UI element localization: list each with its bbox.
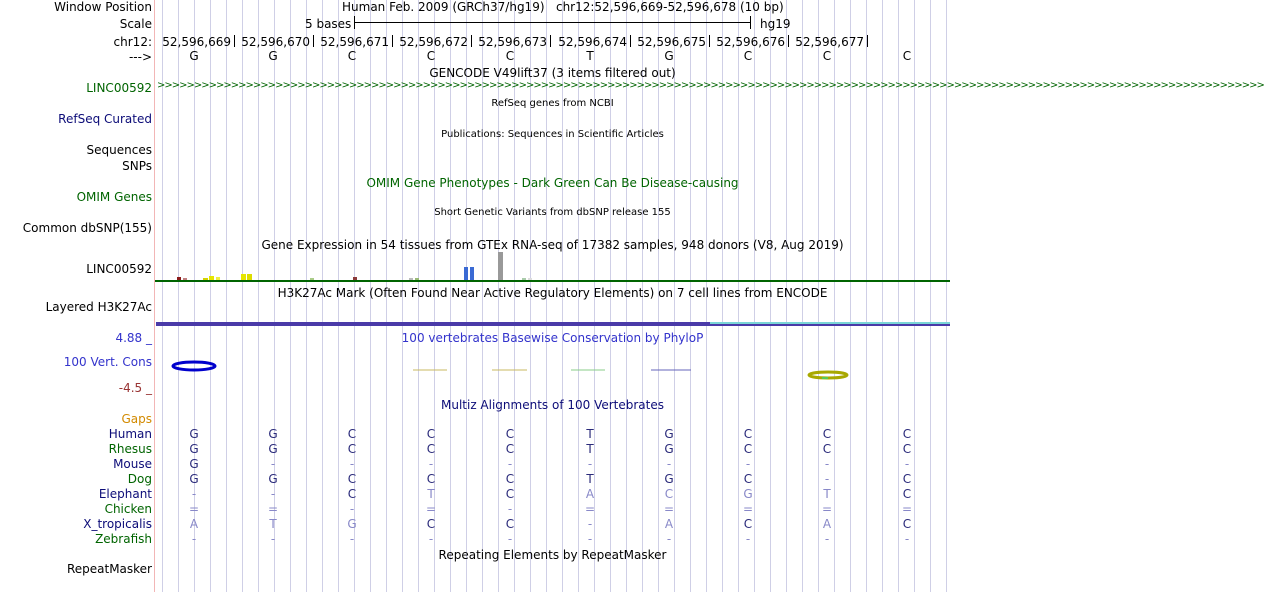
alignment-base: -	[666, 532, 672, 546]
coord-label: 52,596,675	[637, 35, 706, 49]
species-label[interactable]: X_tropicalis	[83, 517, 152, 531]
alignment-base: C	[902, 517, 912, 531]
alignment-base: -	[666, 457, 672, 471]
alignment-base: -	[270, 487, 276, 501]
coord-tick	[709, 35, 710, 47]
pubs-track-title[interactable]: Publications: Sequences in Scientific Articles	[441, 129, 664, 140]
alignment-base: C	[505, 472, 515, 486]
alignment-base: G	[268, 427, 278, 441]
coord-tick	[630, 35, 631, 47]
alignment-base: T	[427, 487, 435, 501]
alignment-base: T	[586, 442, 594, 456]
alignment-base: -	[349, 502, 355, 516]
alignment-base: T	[823, 487, 831, 501]
alignment-base: -	[824, 472, 830, 486]
base-letter: G	[189, 49, 199, 63]
pubs-track-label[interactable]: Sequences	[86, 143, 152, 157]
alignment-base: =	[425, 502, 437, 516]
omim-track-label[interactable]: OMIM Genes	[76, 190, 152, 204]
alignment-base: A	[822, 517, 832, 531]
gencode-gene-arrows[interactable]: >>>>>>>>>>>>>>>>>>>>>>>>>>>>>>>>>>>>>>>>>>>>>>>>>>>>>>>>>>>>>>>>>>>>>>>>>>>>>>>>>>>>>>>>>>>>>>>>>>>>>>>>>>>>>>>>>>>>>>>>>>>>>>>>>>>>>>>>>>>>>>>>>>>>>>	[157, 80, 1264, 91]
alignment-base: C	[743, 427, 753, 441]
species-label[interactable]: Human	[108, 427, 152, 441]
scale-bar-left-tick	[354, 16, 355, 29]
coord-label: 52,596,677	[795, 35, 864, 49]
gencode-track-label[interactable]: LINC00592	[86, 81, 152, 95]
coord-label: 52,596,676	[716, 35, 785, 49]
alignment-base: -	[349, 457, 355, 471]
assembly-title: Human Feb. 2009 (GRCh37/hg19) chr12:52,596,669-52,596,678 (10 bp)	[342, 0, 784, 14]
h3k27ac-track-title[interactable]: H3K27Ac Mark (Often Found Near Active Regulatory Elements) on 7 cell lines from ENCODE	[277, 286, 828, 300]
dbsnp-track-label[interactable]: Common dbSNP(155)	[22, 221, 152, 235]
alignment-base: -	[507, 532, 513, 546]
alignment-base: =	[901, 502, 913, 516]
alignment-base: C	[902, 442, 912, 456]
gtex-track-label[interactable]: LINC00592	[86, 262, 152, 276]
alignment-base: -	[587, 457, 593, 471]
alignment-base: C	[505, 427, 515, 441]
snps-track-label[interactable]: SNPs	[122, 159, 152, 173]
alignment-base: C	[347, 427, 357, 441]
alignment-base: -	[904, 457, 910, 471]
coord-label: 52,596,673	[478, 35, 547, 49]
alignment-base: C	[743, 442, 753, 456]
species-label[interactable]: Mouse	[113, 457, 152, 471]
alignment-base: C	[902, 487, 912, 501]
alignment-base: -	[507, 457, 513, 471]
coord-label: 52,596,671	[320, 35, 389, 49]
phylop-min-label: -4.5 _	[118, 381, 152, 395]
alignment-base: A	[585, 487, 595, 501]
alignment-base: G	[189, 472, 199, 486]
alignment-base: C	[505, 517, 515, 531]
alignment-base: C	[505, 442, 515, 456]
phylop-track-title[interactable]: 100 vertebrates Basewise Conservation by PhyloP	[401, 331, 704, 345]
alignment-base: =	[267, 502, 279, 516]
gtex-track-title[interactable]: Gene Expression in 54 tissues from GTEx RNA-seq of 17382 samples, 948 donors (V8, Aug 2019)	[261, 238, 844, 252]
alignment-base: C	[426, 472, 436, 486]
alignment-base: C	[347, 487, 357, 501]
species-label[interactable]: Chicken	[104, 502, 152, 516]
coord-tick	[392, 35, 393, 47]
base-letter: T	[586, 49, 594, 63]
scale-bar	[354, 22, 751, 23]
h3k27ac-track-label[interactable]: Layered H3K27Ac	[45, 300, 152, 314]
alignment-base: -	[745, 457, 751, 471]
alignment-base: -	[507, 502, 513, 516]
repeatmasker-track-title[interactable]: Repeating Elements by RepeatMasker	[438, 548, 667, 562]
alignment-base: G	[268, 472, 278, 486]
alignment-base: T	[269, 517, 277, 531]
refseq-track-title[interactable]: RefSeq genes from NCBI	[491, 98, 614, 109]
coord-tick	[788, 35, 789, 47]
alignment-base: G	[189, 457, 199, 471]
alignment-base: -	[191, 532, 197, 546]
omim-track-title[interactable]: OMIM Gene Phenotypes - Dark Green Can Be Disease-causing	[366, 176, 739, 190]
chrom-label: chr12:	[113, 35, 152, 49]
base-letter: C	[426, 49, 436, 63]
coord-tick	[313, 35, 314, 47]
alignment-base: C	[822, 427, 832, 441]
alignment-base: -	[349, 532, 355, 546]
alignment-base: T	[586, 472, 594, 486]
repeatmasker-track-label[interactable]: RepeatMasker	[66, 562, 152, 576]
phylop-track-label[interactable]: 100 Vert. Cons	[63, 355, 152, 369]
alignment-base: G	[664, 472, 674, 486]
alignment-base: C	[664, 487, 674, 501]
alignment-base: G	[664, 427, 674, 441]
alignment-base: C	[902, 427, 912, 441]
alignment-base: C	[902, 472, 912, 486]
alignment-base: C	[505, 487, 515, 501]
alignment-base: -	[270, 457, 276, 471]
species-label[interactable]: Dog	[127, 472, 152, 486]
coord-tick	[550, 35, 551, 47]
coord-tick	[471, 35, 472, 47]
gtex-tissue-bars	[177, 252, 532, 280]
scale-label: Scale	[119, 17, 152, 31]
base-letter: C	[505, 49, 515, 63]
species-label[interactable]: Elephant	[98, 487, 152, 501]
phylop-max-label: 4.88 _	[115, 331, 152, 345]
alignment-base: -	[745, 532, 751, 546]
alignment-base: G	[347, 517, 357, 531]
alignment-base: C	[743, 472, 753, 486]
base-letter: G	[664, 49, 674, 63]
alignment-base: C	[426, 517, 436, 531]
alignment-base: =	[742, 502, 754, 516]
scale-text: 5 bases	[305, 17, 352, 31]
h3k27ac-signal-cyan	[710, 322, 950, 324]
alignment-base: =	[821, 502, 833, 516]
base-letter: C	[902, 49, 912, 63]
position-readout: chr12:52,596,669-52,596,678 (10 bp)	[555, 0, 784, 14]
phylop-logo-graph[interactable]	[155, 358, 950, 382]
coord-label: 52,596,672	[399, 35, 468, 49]
strand-label: --->	[128, 50, 152, 64]
base-letter: C	[822, 49, 832, 63]
coord-label: 52,596,674	[558, 35, 627, 49]
alignment-base: G	[664, 442, 674, 456]
alignment-base: G	[189, 427, 199, 441]
alignment-base: =	[584, 502, 596, 516]
coord-label: 52,596,669	[162, 35, 231, 49]
phylop-base-g-human	[173, 362, 215, 370]
species-label[interactable]: Zebrafish	[95, 532, 152, 546]
scale-db: hg19	[760, 17, 791, 31]
alignment-base: -	[587, 532, 593, 546]
gaps-track-label[interactable]: Gaps	[121, 412, 152, 426]
scale-bar-right-tick	[750, 16, 751, 29]
alignment-base: G	[268, 442, 278, 456]
base-letter: C	[347, 49, 357, 63]
alignment-base: =	[663, 502, 675, 516]
coord-label: 52,596,670	[241, 35, 310, 49]
multiz-track-title[interactable]: Multiz Alignments of 100 Vertebrates	[440, 398, 665, 412]
alignment-base: -	[824, 457, 830, 471]
refseq-track-label[interactable]: RefSeq Curated	[58, 112, 152, 126]
alignment-base: C	[426, 442, 436, 456]
phylop-mark	[822, 377, 828, 379]
alignment-base: -	[824, 532, 830, 546]
alignment-base: -	[270, 532, 276, 546]
alignment-base: -	[428, 532, 434, 546]
alignment-base: -	[904, 532, 910, 546]
gencode-track-title[interactable]: GENCODE V49lift37 (3 items filtered out)	[429, 66, 676, 80]
base-letter: C	[743, 49, 753, 63]
alignment-base: -	[428, 457, 434, 471]
gtex-expression-graph[interactable]	[155, 250, 950, 285]
alignment-base: C	[743, 517, 753, 531]
alignment-base: -	[587, 517, 593, 531]
base-letter: G	[268, 49, 278, 63]
alignment-base: C	[822, 442, 832, 456]
alignment-base: A	[664, 517, 674, 531]
alignment-base: G	[743, 487, 753, 501]
alignment-base: C	[426, 427, 436, 441]
species-label[interactable]: Rhesus	[108, 442, 152, 456]
window-position-label: Window Position	[54, 0, 152, 14]
coord-tick	[234, 35, 235, 47]
alignment-base: C	[347, 442, 357, 456]
coord-tick	[867, 35, 868, 47]
alignment-base: T	[586, 427, 594, 441]
alignment-base: =	[188, 502, 200, 516]
alignment-base: -	[191, 487, 197, 501]
dbsnp-track-title[interactable]: Short Genetic Variants from dbSNP release 155	[434, 207, 671, 218]
alignment-base: A	[189, 517, 199, 531]
alignment-base: C	[347, 472, 357, 486]
alignment-base: G	[189, 442, 199, 456]
